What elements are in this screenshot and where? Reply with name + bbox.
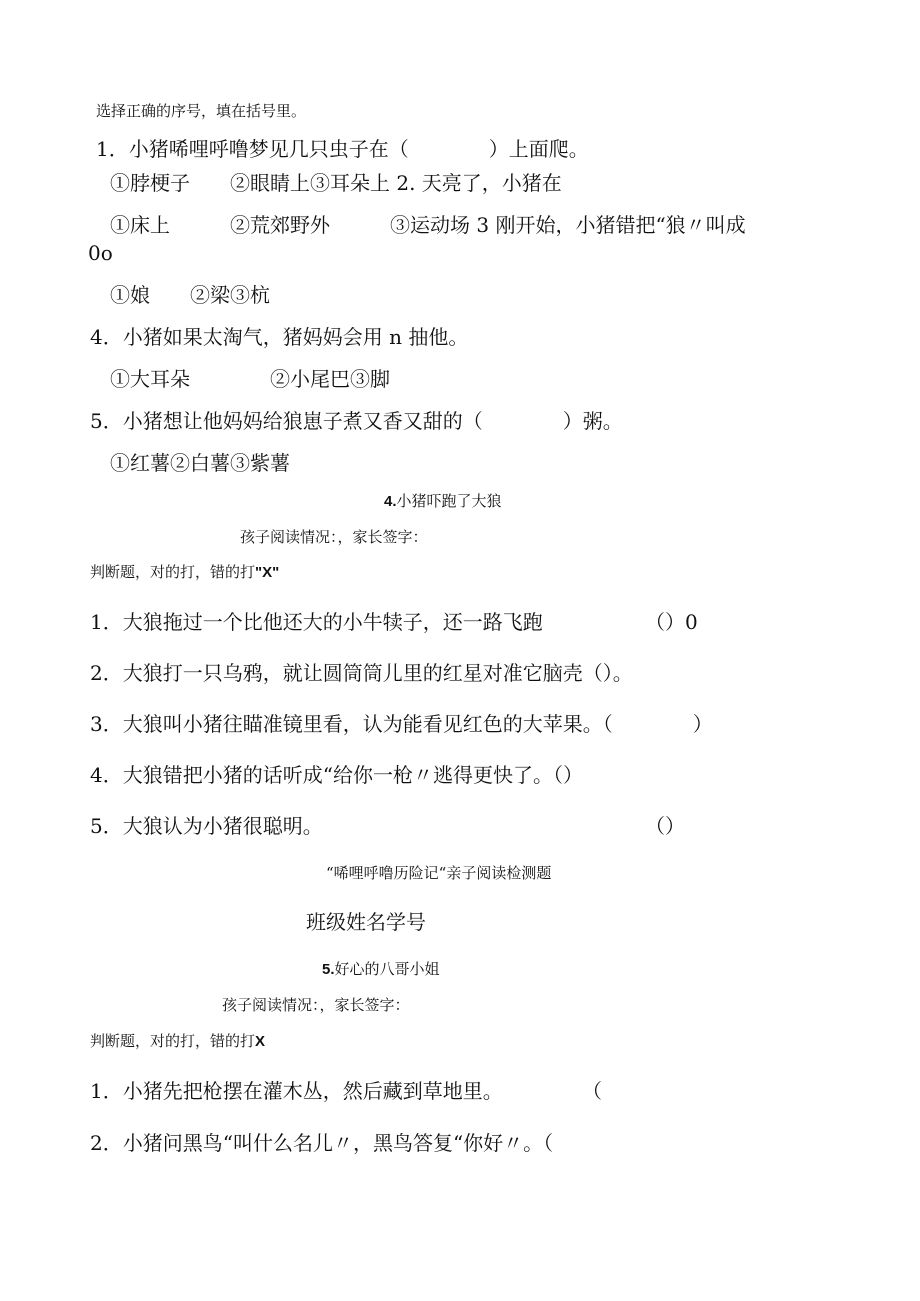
section-4-reading-line: 孩子阅读情况：，家长签字： [240,528,428,546]
section-4-mark: "X" [255,564,280,581]
section-5-title: 好心的八哥小姐 [334,960,440,978]
question-1: 1．小猪唏哩呼噜梦见几只虫子在（ ）上面爬。 [96,137,589,161]
question-5: 5．小猪想让他妈妈给狼崽子煮又香又甜的（ ）粥。 [90,409,623,433]
section-4-heading [384,494,502,509]
section-4-title: 小猪吓跑了大狼 [396,492,502,510]
section-5-reading-line: 孩子阅读情况：，家长签字： [222,996,410,1014]
section-5-item-1-answer: （ [582,1079,602,1103]
question-1-options: ①脖梗子 ②眼睛上③耳朵上 2. 天亮了，小猪在 [110,171,562,195]
section-4-item-1-answer: （）0 [645,610,698,634]
question-2-continuation: 0o [88,241,113,265]
question-5-options: ①红薯②白薯③紫薯 [110,451,290,475]
section-4-item-5-answer: （） [645,814,685,838]
section-5-item-2: 2．小猪问黑鸟“叫什么名儿〃，黑鸟答复“你好〃。（ [90,1131,554,1155]
section-4-instruction-text: 判断题，对的打，错的打 [90,563,256,581]
section-5-instruction [90,1034,265,1049]
section-4-item-4: 4．大狼错把小猪的话听成“给你一枪〃逃得更快了。（） [90,763,583,787]
section-5-heading [322,962,440,977]
question-4: 4．小猪如果太淘气，猪妈妈会用 n 抽他。 [90,325,469,349]
series-title: “唏哩呼噜历险记“亲子阅读检测题 [326,864,552,882]
section-4-item-1: 1．大狼拖过一个比他还大的小牛犊子，还一路飞跑 [90,610,543,634]
section-4-instruction [90,565,279,580]
section-5-instruction-text: 判断题，对的打，错的打 [90,1032,256,1050]
section-4-item-3: 3．大狼叫小猪往瞄准镜里看，认为能看见红色的大苹果。（ ） [90,712,713,736]
section-4-item-5: 5．大狼认为小猪很聪明。 [90,814,323,838]
class-name-number-line: 班级姓名学号 [306,910,426,934]
section-5-number: 5. [322,961,335,978]
question-2-options: ①床上 ②荒郊野外 ③运动场 3 刚开始，小猪错把“狼〃叫成 [110,213,746,237]
intro-instruction: 选择正确的序号，填在括号里。 [96,102,307,120]
question-4-options: ①大耳朵 ②小尾巴③脚 [110,367,390,391]
section-4-number: 4. [384,493,397,510]
section-5-mark: X [255,1033,266,1050]
section-5-item-1: 1．小猪先把枪摆在灌木丛，然后藏到草地里。 [90,1079,503,1103]
section-4-item-2: 2．大狼打一只乌鸦，就让圆筒筒儿里的红星对准它脑壳（）。 [90,661,633,685]
question-3-options: ①娘 ②梁③杭 [110,283,270,307]
